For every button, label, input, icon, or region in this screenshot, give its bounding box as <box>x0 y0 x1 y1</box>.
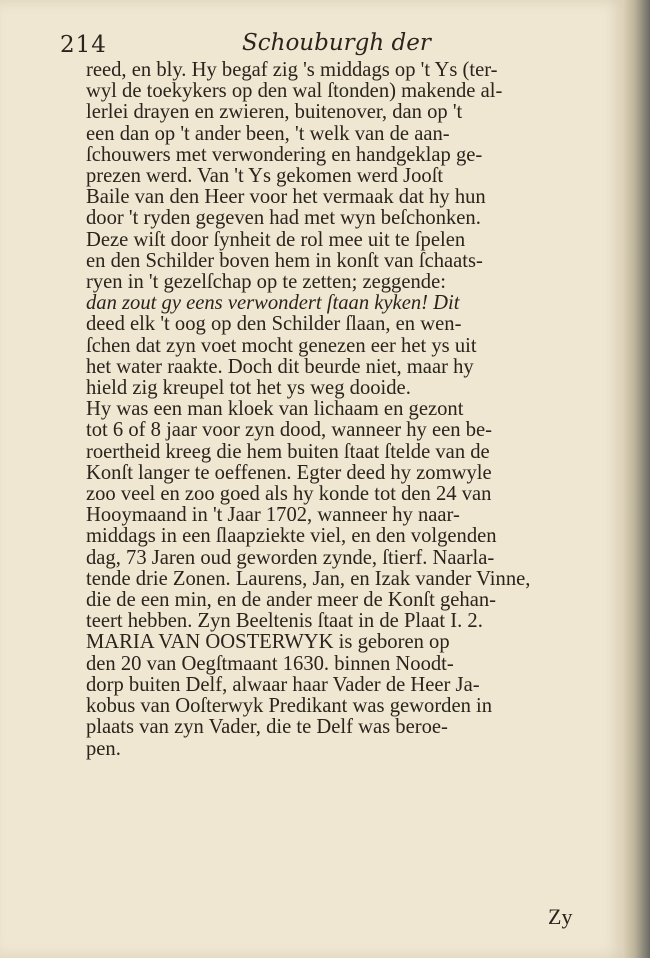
page-number: 214 <box>60 32 107 58</box>
text-line: middags in een ſlaapziekte viel, en den volgenden <box>86 525 497 548</box>
text-line: een dan op 't ander been, 't welk van de aan- <box>86 122 450 145</box>
text-line: deed elk 't oog op den Schilder ſlaan, en wen- <box>86 313 462 336</box>
text-line: wyl de toekykers op den wal ſtonden) makende al- <box>86 80 503 103</box>
text-line: dag, 73 Jaren oud geworden zynde, ſtierf. Naarla- <box>86 546 495 569</box>
paragraph-start-line: MARIA VAN OOSTERWYK is geboren op <box>86 631 450 654</box>
text-line: Baile van den Heer voor het vermaak dat hy hun <box>86 186 486 209</box>
body-text <box>86 60 570 760</box>
catchword: Zy <box>548 904 573 929</box>
text-line: door 't ryden gegeven had met wyn beſchonken. <box>86 207 481 230</box>
italic-quote-line: dan zout gy eens verwondert ſtaan kyken! Dit <box>86 292 460 315</box>
text-line: dorp buiten Delf, alwaar haar Vader de Heer Ja- <box>86 673 480 696</box>
text-line: den 20 van Oegſtmaant 1630. binnen Noodt- <box>86 652 454 675</box>
text-line: hield zig kreupel tot het ys weg dooide. <box>86 377 411 400</box>
text-line: kobus van Ooſterwyk Predikant was geworden in <box>86 695 493 718</box>
text-line: reed, en bly. Hy begaf zig 's middags op 't Ys (ter- <box>86 59 498 81</box>
text-line: Konſt langer te oeffenen. Egter deed hy zomwyle <box>86 461 492 484</box>
running-head: Schouburgh der <box>242 30 431 56</box>
page-edge <box>624 0 650 958</box>
text-line: zoo veel en zoo goed als hy konde tot den 24 van <box>86 483 492 506</box>
text-line: ſchen dat zyn voet mocht genezen eer het ys uit <box>86 334 477 357</box>
text-line: ryen in 't gezelſchap op te zetten; zeggende: <box>86 271 446 294</box>
text-line: en den Schilder boven hem in konſt van ſchaats- <box>86 249 483 272</box>
text-line: het water raakte. Doch dit beurde niet, maar hy <box>86 355 474 378</box>
text-line: die de een min, en de ander meer de Konſt gehan- <box>86 589 496 612</box>
paragraph-start-line: Hy was een man kloek van lichaam en gezont <box>86 398 464 421</box>
text-line: prezen werd. Van 't Ys gekomen werd Jooſt <box>86 165 444 188</box>
text-line: pen. <box>86 737 121 760</box>
text-line: ſchouwers met verwondering en handgeklap ge- <box>86 143 483 166</box>
text-line: tot 6 of 8 jaar voor zyn dood, wanneer hy een be- <box>86 419 493 442</box>
text-line: Hooymaand in 't Jaar 1702, wanneer hy naar- <box>86 504 460 527</box>
text-line: plaats van zyn Vader, die te Delf was beroe- <box>86 716 448 739</box>
text-line: roertheid kreeg die hem buiten ſtaat ſtelde van de <box>86 440 490 463</box>
text-line: lerlei drayen en zwieren, buitenover, dan op 't <box>86 101 463 124</box>
text-line: tende drie Zonen. Laurens, Jan, en Izak vander Vinne, <box>86 567 531 590</box>
text-line: teert hebben. Zyn Beeltenis ſtaat in de Plaat I. 2. <box>86 610 483 633</box>
text-line: Deze wiſt door ſynheit de rol mee uit te ſpelen <box>86 228 466 251</box>
